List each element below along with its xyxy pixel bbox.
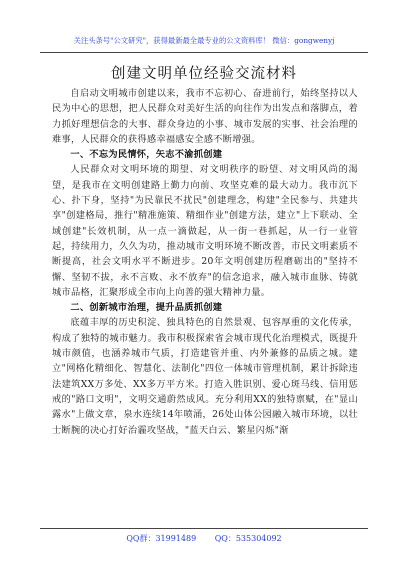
section-1-paragraph: 人民群众对文明环境的期望、对文明秩序的盼望、对文明风尚的渴望，是我市在文明创建路上勤力向前、攻坚克难的最大动力。我市沉下心、扑下身，坚持"为民靠民不扰民"创建理念，构建"全民参与、共建共享"创建格局，推行"精准施策、精细作业"创建方法，建立"上下联动、全域创建"长效机制，从一点一滴做起，从一街一巷抓起，从一行一业管起，持续用力，久久为功，推动城市文明环境不断改善，市民文明素质不断提高，社会文明水平不断进步。20年文明创建历程磨砺出的"坚持不懈、坚韧不拔，永不言败、永不放弃"的信念追求，融入城市血脉、铸就城市品格，汇聚形成全市向上向善的强大精神力量。: [52, 164, 358, 298]
header-divider: [40, 52, 368, 53]
document-body: [52, 86, 358, 438]
footer-divider: [40, 528, 368, 529]
section-2-paragraph: 底蕴丰厚的历史积淀、独具特色的自然景观、包容厚重的文化传承，构成了独特的城市魅力。我市积极探索省会城市现代化治理模式，既提升城市颜值，也涵养城市气质，打造建管并重、内外兼修的品质之城。建立"网格化精细化、智慧化、法制化"四位一体城市管理机制，累计拆除违法建筑XX万多处、XX多万平方米。打造入胜识别、爱心斑马线、信用惩戒的"路口文明"，文明交通蔚然成风。充分利用XX的独特禀赋，在"显山露水"上做文章，泉水连续14年喷涌，26处山体公园融入城市环境，以壮士断腕的决心打好治霾攻坚战，"蓝天白云、繁星闪烁"渐: [52, 317, 358, 436]
footer-qq-group: QQ群：31991489: [126, 534, 197, 543]
intro-paragraph: 自启动文明城市创建以来，我市不忘初心、奋进前行，始终坚持以人民为中心的思想，把人民群众对美好生活的向往作为出发点和落脚点，着力抓好理想信念的大事、群众身边的小事、城市发展的实事、社会治理的难事，人民群众的获得感幸福感安全感不断增强。: [52, 88, 358, 145]
document-title: 创建文明单位经验交流材料: [111, 66, 297, 82]
footer: [0, 533, 408, 544]
footer-qq: QQ：535304092: [214, 534, 282, 543]
section-2-heading: 二、创新城市治理，提升品质抓创建: [70, 302, 223, 314]
header-note: 关注头条号"公文研究"，获得最新最全最专业的公文资料库！ 微信：gongwenyj: [73, 36, 335, 45]
section-1-heading: 一、不忘为民情怀，矢志不渝抓创建: [70, 149, 223, 161]
